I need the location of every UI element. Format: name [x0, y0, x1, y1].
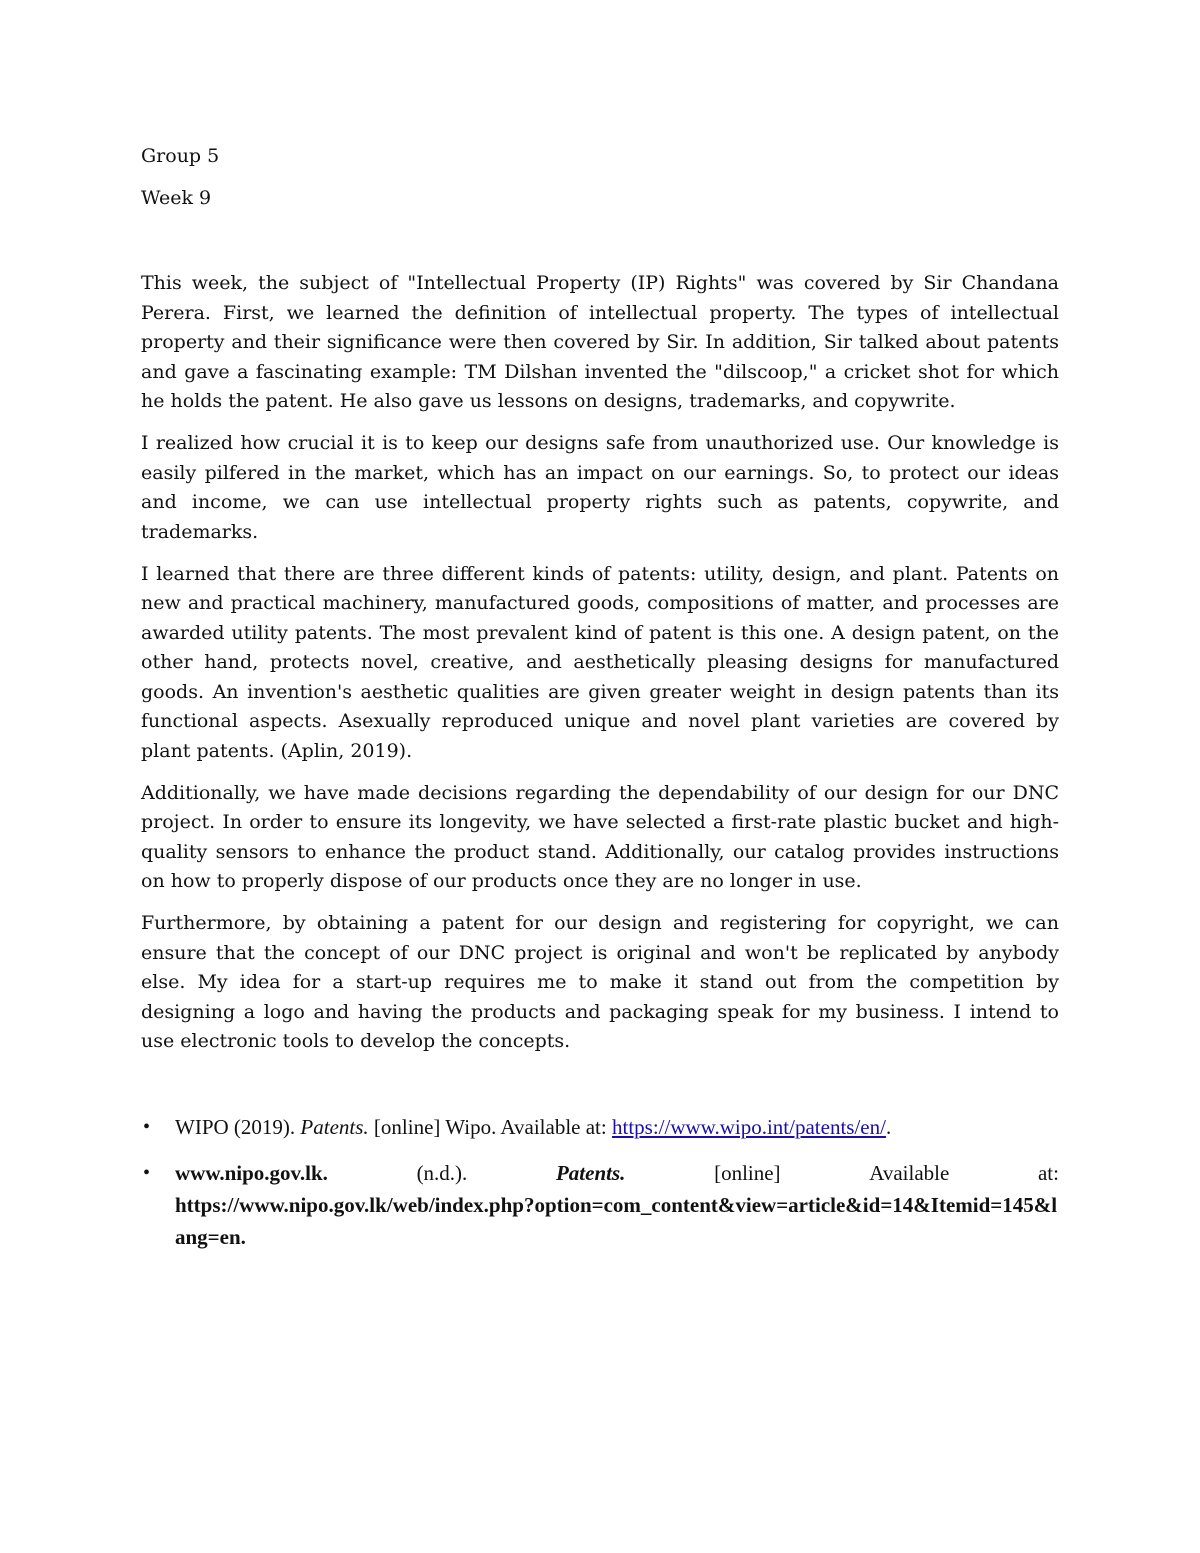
bullet-icon: •: [143, 1162, 151, 1184]
body-text: [141, 269, 1059, 1069]
wipo-link[interactable]: https://www.wipo.int/patents/en/: [611, 1115, 886, 1139]
reference-line: [175, 1157, 1059, 1189]
reference-date: (n.d.).: [416, 1161, 468, 1185]
paragraph-1: This week, the subject of "Intellectual Property (IP) Rights" was covered by Sir Chandana Perera. First, we learned the definition of intellectual property. The types of intellectual property and their significance were then covered by Sir. In addition, Sir talked about patents and gave a fascinating example: TM Dilshan invented the "dilscoop," a cricket shot for which he holds the patent. He also gave us lessons on designs, trademarks, and copywrite.: [141, 272, 1059, 412]
reference-text: [175, 1111, 1059, 1143]
reference-item-nipo: [141, 1157, 1059, 1253]
reference-available: Available: [869, 1161, 950, 1185]
reference-online: [online]: [714, 1161, 781, 1185]
reference-author: WIPO (2019).: [175, 1115, 301, 1139]
group-label: Group 5: [141, 145, 220, 167]
reference-list: [141, 1111, 1059, 1253]
paragraph-3: I learned that there are three different kinds of patents: utility, design, and plant. Patents on new and practical machinery, manufactured goods, compositions of matter, and processes are awarded utility patents. The most prevalent kind of patent is this one. A design patent, on the other hand, protects novel, creative, and aesthetically pleasing designs for manufactured goods. An invention's aesthetic qualities are given greater weight in design patents than its functional aspects. Asexually reproduced unique and novel plant varieties are covered by plant patents. (Aplin, 2019).: [141, 562, 1059, 762]
reference-title: Patents.: [555, 1161, 626, 1185]
reference-title: Patents.: [300, 1115, 369, 1139]
paragraph-2: I realized how crucial it is to keep our designs safe from unauthorized use. Our knowledge is easily pilfered in the market, which has an impact on our earnings. So, to protect our ideas and income, we can use intellectual property rights such as patents, copywrite, and trademarks.: [141, 432, 1059, 543]
nipo-url: https://www.nipo.gov.lk/web/index.php?option=com_content&view=article&id=14&Itemid=145&lang=en.: [175, 1193, 1058, 1249]
reference-source: [online] Wipo. Available at:: [368, 1115, 612, 1139]
paragraph-5: Furthermore, by obtaining a patent for our design and registering for copyright, we can ensure that the concept of our DNC project is original and won't be replicated by anybody else. My idea for a start-up requires me to make it stand out from the competition by designing a logo and having the products and packaging speak for my business. I intend to use electronic tools to develop the concepts.: [141, 912, 1059, 1052]
week-label: Week 9: [141, 187, 212, 209]
reference-author: www.nipo.gov.lk.: [175, 1161, 328, 1185]
reference-item-wipo: [141, 1111, 1059, 1143]
reference-text: [175, 1157, 1059, 1253]
reference-end: .: [885, 1115, 892, 1139]
reference-at: at:: [1037, 1161, 1059, 1185]
paragraph-4: Additionally, we have made decisions regarding the dependability of our design for our DNC project. In order to ensure its longevity, we have selected a first-rate plastic bucket and high-quality sensors to enhance the product stand. Additionally, our catalog provides instructions on how to properly dispose of our products once they are no longer in use.: [141, 781, 1059, 892]
bullet-icon: •: [143, 1116, 151, 1138]
